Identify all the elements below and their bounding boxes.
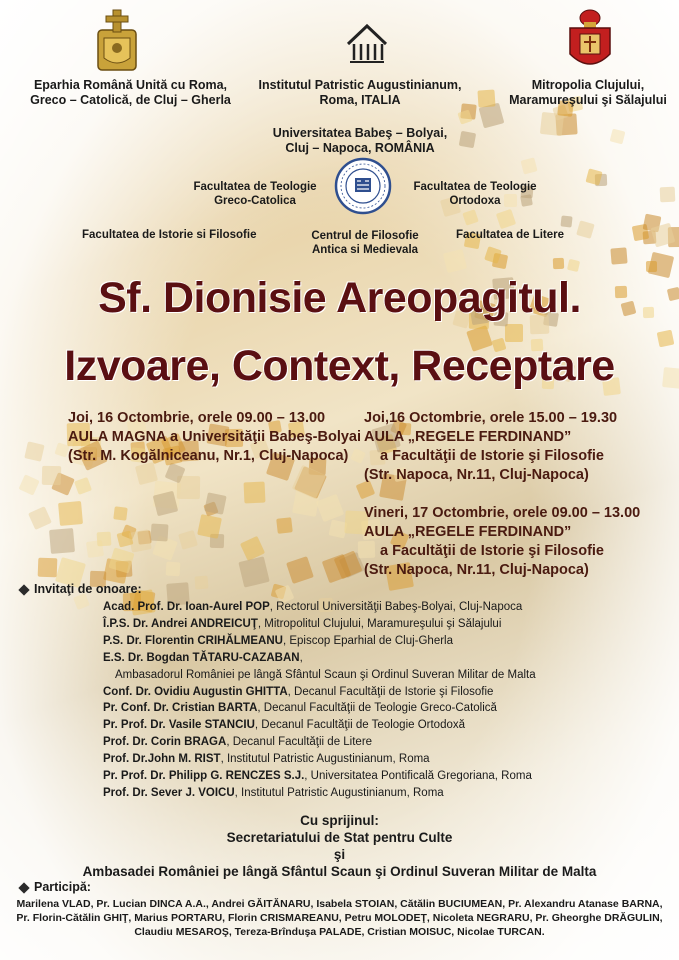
- guest-row: [103, 736, 372, 749]
- centru-filosofie: Centrul de Filosofie Antica si Medievala: [311, 230, 419, 256]
- guest-role: , Institutul Patristic Augustinianum, Roma: [220, 753, 430, 766]
- mosaic-tile: [97, 531, 111, 545]
- diamond-bullet-icon: [18, 882, 29, 893]
- mosaic-tile: [49, 528, 75, 554]
- guest-row: [103, 686, 493, 699]
- support-line-1: Cu sprijinul:: [300, 813, 379, 828]
- guest-name: Pr. Prof. Dr. Vasile STANCIU: [103, 719, 255, 732]
- mosaic-tile: [520, 158, 537, 175]
- mosaic-tile: [28, 507, 52, 531]
- guest-name: Prof. Dr.John M. RIST: [103, 753, 221, 766]
- guest-row: [103, 787, 444, 800]
- fac-istorie: Facultatea de Istorie si Filosofie: [82, 229, 257, 241]
- mosaic-tile: [37, 558, 57, 578]
- mosaic-tile: [41, 466, 60, 485]
- guest-name: P.S. Dr. Florentin CRIHĂLMEANU: [103, 634, 283, 647]
- guest-name: Pr. Conf. Dr. Cristian BARTA: [103, 702, 258, 715]
- guest-role: ,: [299, 651, 303, 664]
- guest-name: Î.P.S. Dr. Andrei ANDREICUŢ: [103, 617, 258, 630]
- fac-ortodoxa: Facultatea de Teologie Ortodoxa: [413, 181, 537, 207]
- fac-litere: Facultatea de Litere: [456, 229, 565, 241]
- guest-row: [103, 601, 522, 614]
- mosaic-tile: [276, 517, 293, 534]
- augustinianum-logo-icon: [344, 22, 390, 64]
- support-line-2: Secretariatului de Stat pentru Culte: [226, 830, 453, 845]
- mosaic-tile: [561, 216, 574, 229]
- title-line-2: Izvoare, Context, Receptare: [64, 342, 615, 390]
- diamond-bullet-icon: [18, 584, 29, 595]
- orthodox-crest-icon: [566, 8, 614, 76]
- org-augustinianum: Institutul Patristic Augustinianum, Roma, ITALIA: [258, 78, 462, 107]
- mosaic-tile: [462, 210, 478, 226]
- mosaic-tile: [18, 474, 40, 496]
- guest-role: , Episcop Eparhial de Cluj-Gherla: [282, 634, 453, 647]
- mosaic-tile: [24, 442, 44, 462]
- guest-role: , Decanul Facultăţii de Litere: [226, 736, 373, 749]
- session-2: Joi,16 Octombrie, orele 15.00 – 19.30 AULA „REGELE FERDINAND” a Facultăţii de Istorie şi Filosofie (Str. Napoca, Nr.11, Cluj-Napoca): [364, 410, 618, 483]
- support-line-4: Ambasadei României pe lângă Sfântul Scaun şi Ordinul Suveran Militar de Malta: [82, 864, 597, 879]
- org-eparhia: Eparhia Română Unită cu Roma, Greco – Catolică, de Cluj – Gherla: [30, 78, 231, 107]
- participants-line-3: Claudiu MESAROŞ, Tereza-Brînduşa PALADE, Cristian MOISUC, Nicolae TURCAN.: [134, 926, 545, 938]
- mosaic-tile: [646, 260, 657, 271]
- mosaic-tile: [74, 477, 91, 494]
- mosaic-tile: [195, 575, 209, 589]
- mosaic-tile: [316, 494, 344, 522]
- guest-role: , Universitatea Pontificală Gregoriana, Roma: [304, 770, 532, 782]
- guest-row: [103, 702, 497, 715]
- mosaic-tile: [286, 556, 314, 584]
- mosaic-tile: [244, 482, 266, 504]
- mosaic-tile: [150, 524, 168, 542]
- fac-greco-catolica: Facultatea de Teologie Greco-Catolica: [193, 181, 317, 207]
- mosaic-tile: [576, 220, 594, 238]
- mosaic-tile: [239, 556, 270, 587]
- session-1: Joi, 16 Octombrie, orele 09.00 – 13.00 AULA MAGNA a Universităţii Babeş-Bolyai (Str. M. Kogălniceanu, Nr.1, Cluj-Napoca): [68, 410, 362, 464]
- guest-name: Pr. Prof. Dr. Philipp G. RENCZES S.J.: [103, 770, 305, 782]
- guest-row: [103, 652, 303, 665]
- org-university: Universitatea Babeş – Bolyai, Cluj – Napoca, ROMÂNIA: [272, 126, 448, 155]
- mosaic-tile: [553, 258, 565, 270]
- mosaic-tile: [659, 187, 675, 203]
- guest-role: , Rectorul Universităţii Babeş-Bolyai, Cluj-Napoca: [269, 601, 523, 613]
- mosaic-tile: [204, 492, 226, 514]
- guest-name: Acad. Prof. Dr. Ioan-Aurel POP: [103, 601, 270, 613]
- participants-line-1: Marilena VLAD, Pr. Lucian DINCA A.A., Andrei GĂITĂNARU, Isabela STOIAN, Cătălin BUCIUMEAN, Pr. Alexandru Atanase BARNA,: [16, 898, 663, 910]
- mosaic-tile: [609, 128, 625, 144]
- mosaic-tile: [113, 506, 127, 520]
- guest-role: , Decanul Facultăţii de Teologie Ortodoxă: [254, 719, 466, 732]
- mosaic-tile: [165, 562, 180, 577]
- mosaic-tile: [610, 248, 628, 266]
- session-3: Vineri, 17 Octombrie, orele 09.00 – 13.00 AULA „REGELE FERDINAND” a Facultăţii de Istorie şi Filosofie (Str. Napoca, Nr.11, Cluj-Napoca): [364, 505, 641, 578]
- mosaic-tile: [179, 530, 198, 549]
- guest-row: [103, 635, 453, 648]
- guest-row: [115, 669, 536, 682]
- participants-heading: Participă:: [20, 880, 91, 894]
- guest-row: [103, 753, 430, 766]
- guest-role: , Decanul Facultăţii de Istorie şi Filosofie: [287, 685, 494, 698]
- org-mitropolia: Mitropolia Clujului, Maramureşului şi Sălajului: [509, 78, 667, 107]
- mosaic-tile: [495, 208, 515, 228]
- title-line-1: Sf. Dionisie Areopagitul.: [98, 274, 581, 322]
- mosaic-tile: [567, 259, 581, 273]
- mosaic-tile: [116, 530, 133, 547]
- mosaic-tile: [58, 501, 83, 526]
- guest-name: Prof. Dr. Corin BRAGA: [103, 736, 227, 749]
- guest-role: , Mitropolitul Clujului, Maramureşului şi Sălajului: [257, 617, 502, 630]
- guest-role: Ambasadorul României pe lângă Sfântul Scaun şi Ordinul Suveran Militar de Malta: [115, 668, 536, 681]
- guest-name: E.S. Dr. Bogdan TĂTARU-CAZABAN: [103, 651, 300, 664]
- support-line-3: şi: [333, 847, 346, 862]
- greek-catholic-crest-icon: [92, 8, 142, 76]
- guests-heading: Invitaţi de onoare:: [20, 582, 142, 596]
- mosaic-tile: [443, 249, 467, 273]
- guest-name: Conf. Dr. Ovidiu Augustin GHITTA: [103, 685, 288, 698]
- guest-row: [103, 719, 465, 732]
- participants-line-2: Pr. Florin-Cătălin GHIŢ, Marius PORTARU, Florin CRISMAREANU, Petru MOLODEŢ, Nicoleta NEGRARU, Pr. Gheorghe DRĂGULIN,: [16, 912, 663, 924]
- guest-role: , Institutul Patristic Augustinianum, Roma: [234, 786, 444, 799]
- guest-name: Prof. Dr. Sever J. VOICU: [103, 786, 235, 799]
- guest-row: [103, 770, 532, 783]
- university-seal-icon: [334, 157, 392, 215]
- guest-row: [103, 618, 501, 631]
- guest-role: , Decanul Facultăţii de Teologie Greco-Catolică: [257, 702, 497, 715]
